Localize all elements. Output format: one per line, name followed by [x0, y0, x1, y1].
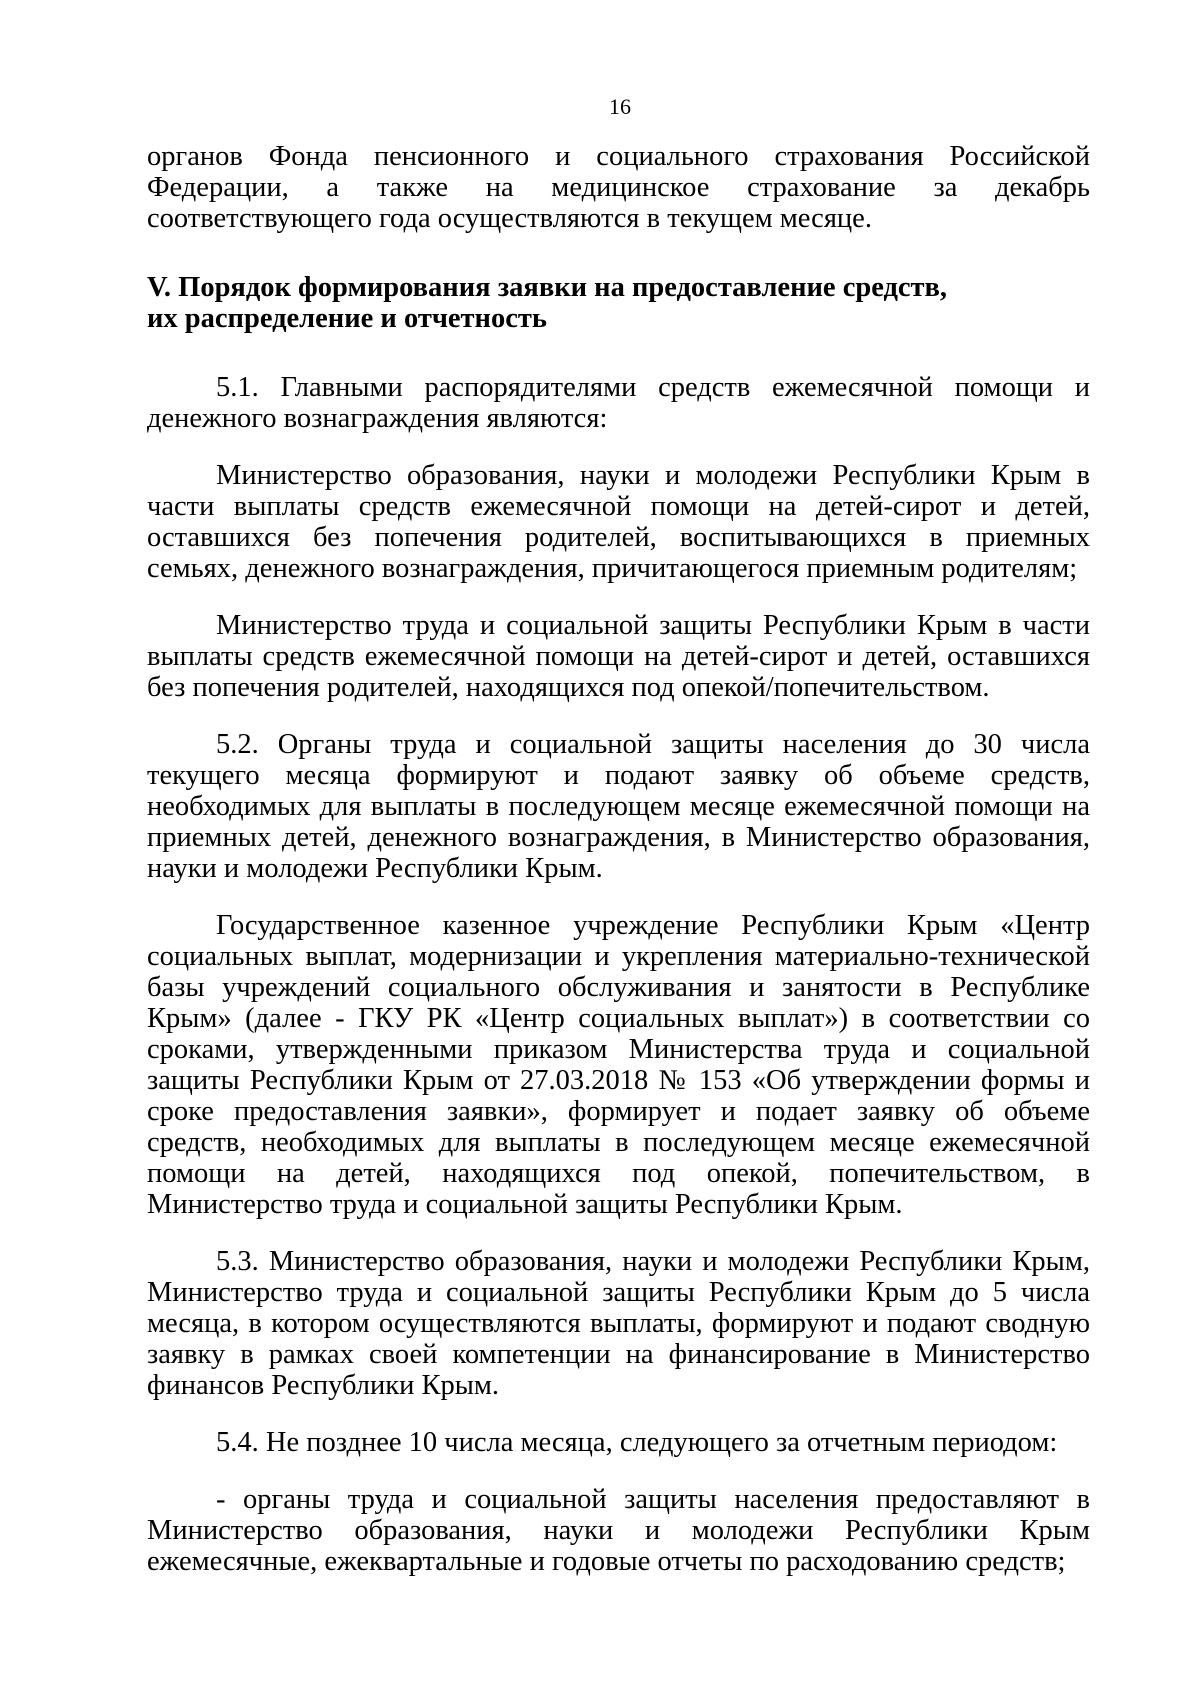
page-number: 16 — [609, 94, 631, 119]
paragraph-5-3: 5.3. Министерство образования, науки и молодежи Республики Крым, Министерство труда и социальной защиты Республики Крым до 5 числа месяца, в котором осуществляются выплаты, формируют и подают сводную заявку в рамках своей компетенции на финансирование в Министерство финансов Республики Крым. — [147, 1246, 1090, 1401]
paragraph-5-2: 5.2. Органы труда и социальной защиты населения до 30 числа текущего месяца формируют и подают заявку об объеме средств, необходимых для выплаты в последующем месяце ежемесячной помощи на приемных детей, денежного вознаграждения, в Министерство образования, науки и молодежи Республики Крым. — [147, 729, 1090, 884]
paragraph-gku: Государственное казенное учреждение Республики Крым «Центр социальных выплат, модернизации и укрепления материально-технической базы учреждений социального обслуживания и занятости в Республике Крым» (далее - ГКУ РК «Центр социальных выплат») в соответствии со сроками, утвержденными приказом Министерства труда и социальной защиты Республики Крым от 27.03.2018 № 153 «Об утверждении формы и сроке предоставления заявки», формирует и подает заявку об объеме средств, необходимых для выплаты в последующем месяце ежемесячной помощи на детей, находящихся под опекой, попечительством, в Министерство труда и социальной защиты Республики Крым. — [147, 910, 1090, 1220]
document-body — [147, 141, 1090, 1577]
paragraph-5-4: 5.4. Не позднее 10 числа месяца, следующего за отчетным периодом: — [216, 1427, 1058, 1458]
paragraph-list-item: - органы труда и социальной защиты населения предоставляют в Министерство образования, науки и молодежи Республики Крым ежемесячные, ежеквартальные и годовые отчеты по расходованию средств; — [147, 1484, 1090, 1577]
section-heading-line-2: их распределение и отчетность — [147, 303, 547, 334]
section-heading — [147, 272, 1090, 334]
section-heading-line-1: V. Порядок формирования заявки на предоставление средств, — [147, 272, 948, 303]
paragraph-ministry-labor: Министерство труда и социальной защиты Республики Крым в части выплаты средств ежемесячной помощи на детей-сирот и детей, оставшихся без попечения родителей, находящихся под опекой/попечительством. — [147, 610, 1090, 703]
paragraph-5-1: 5.1. Главными распорядителями средств ежемесячной помощи и денежного вознаграждения являются: — [147, 372, 1090, 434]
paragraph-continuation: органов Фонда пенсионного и социального страхования Российской Федерации, а также на медицинское страхование за декабрь соответствующего года осуществляются в текущем месяце. — [147, 141, 1090, 234]
paragraph-ministry-education: Министерство образования, науки и молодежи Республики Крым в части выплаты средств ежемесячной помощи на детей-сирот и детей, оставшихся без попечения родителей, воспитывающихся в приемных семьях, денежного вознаграждения, причитающегося приемным родителям; — [147, 460, 1090, 584]
